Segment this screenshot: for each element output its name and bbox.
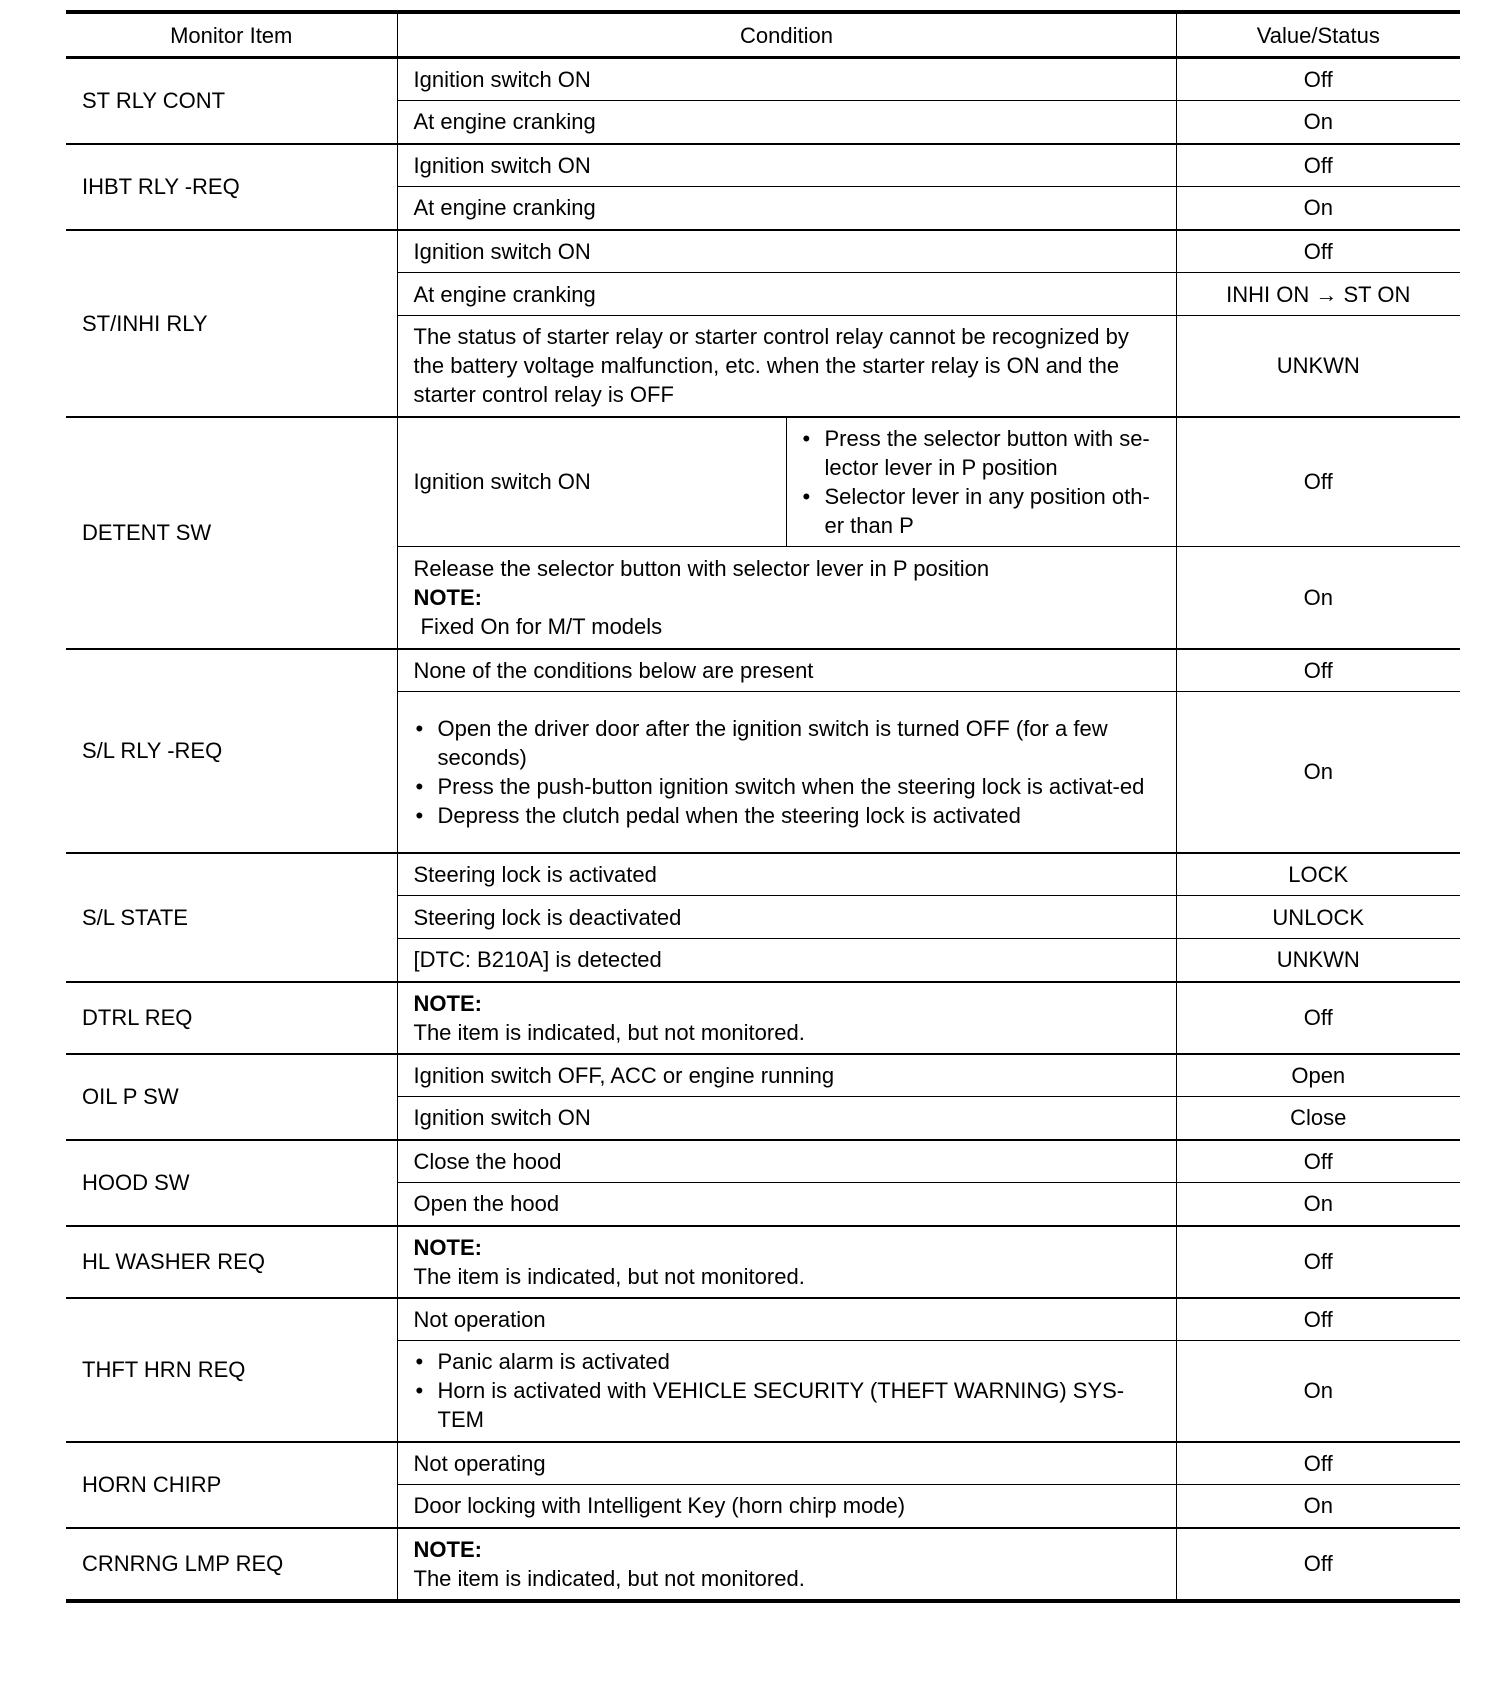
value-cell: Off [1176, 1528, 1460, 1601]
condition-cell: Ignition switch ON [397, 1097, 1176, 1140]
value-cell: On [1176, 692, 1460, 853]
monitor-item: S/L RLY -REQ [66, 649, 397, 853]
condition-cell: The status of starter relay or starter control relay cannot be recognized by the battery voltage malfunction, etc. when the starter relay is ON and the starter control relay is OFF [397, 316, 1176, 417]
table-header-row [66, 12, 1460, 58]
monitor-item: S/L STATE [66, 853, 397, 982]
monitor-item: HOOD SW [66, 1140, 397, 1226]
note-label: NOTE: [413, 1536, 482, 1562]
list-item: • Open the driver door after the ignition switch is turned OFF (for a few seconds) [414, 714, 1160, 772]
table-row [66, 1442, 1460, 1485]
value-cell: On [1176, 1183, 1460, 1226]
list-item: • Depress the clutch pedal when the steering lock is activated [414, 801, 1160, 830]
monitor-item: ST/INHI RLY [66, 230, 397, 417]
list-item: • Horn is activated with VEHICLE SECURITY (THEFT WARNING) SYS-TEM [414, 1376, 1160, 1434]
condition-cell: Not operation [397, 1298, 1176, 1341]
header-value-status: Value/Status [1176, 12, 1460, 58]
table-row [66, 417, 1460, 547]
monitor-item: CRNRNG LMP REQ [66, 1528, 397, 1601]
monitor-item: HL WASHER REQ [66, 1226, 397, 1298]
monitor-item-table [66, 10, 1460, 1603]
note-label: NOTE: [413, 1234, 482, 1260]
condition-cell: Steering lock is activated [397, 853, 1176, 896]
table-row [66, 853, 1460, 896]
condition-cell: At engine cranking [397, 273, 1176, 316]
monitor-item: ST RLY CONT [66, 58, 397, 144]
value-cell: Off [1176, 417, 1460, 547]
condition-cell: Ignition switch ON [397, 230, 1176, 273]
header-condition: Condition [397, 12, 1176, 58]
table-row [66, 1140, 1460, 1183]
value-cell: On [1176, 1485, 1460, 1528]
list-item: • Panic alarm is activated [414, 1347, 1160, 1376]
condition-cell: Open the hood [397, 1183, 1176, 1226]
table-row [66, 1226, 1460, 1298]
condition-cell: At engine cranking [397, 101, 1176, 144]
table-row [66, 58, 1460, 101]
monitor-item: OIL P SW [66, 1054, 397, 1140]
note-text: The item is indicated, but not monitored. [413, 1019, 805, 1045]
condition-cell: None of the conditions below are present [397, 649, 1176, 692]
condition-cell: [DTC: B210A] is detected [397, 939, 1176, 982]
monitor-item: DTRL REQ [66, 982, 397, 1054]
value-cell: UNKWN [1176, 939, 1460, 982]
header-monitor-item: Monitor Item [66, 12, 397, 58]
table-row [66, 1298, 1460, 1341]
value-cell: Off [1176, 58, 1460, 101]
condition-cell [397, 982, 1176, 1054]
value-cell: Off [1176, 649, 1460, 692]
note-label: NOTE: [413, 584, 482, 610]
condition-list [414, 714, 1160, 830]
value-cell: Open [1176, 1054, 1460, 1097]
value-cell: On [1176, 547, 1460, 649]
condition-cell: Steering lock is deactivated [397, 896, 1176, 939]
condition-cell: At engine cranking [397, 187, 1176, 230]
condition-cell: Close the hood [397, 1140, 1176, 1183]
table-row [66, 230, 1460, 273]
value-cell: Off [1176, 1442, 1460, 1485]
table-row [66, 144, 1460, 187]
condition-text: Release the selector button with selector lever in P position [413, 555, 990, 581]
monitor-item: HORN CHIRP [66, 1442, 397, 1528]
table-row [66, 1054, 1460, 1097]
value-cell: UNKWN [1176, 316, 1460, 417]
condition-cell: Ignition switch ON [397, 144, 1176, 187]
table-row [66, 649, 1460, 692]
table-row [66, 982, 1460, 1054]
value-cell: Off [1176, 230, 1460, 273]
list-item: • Selector lever in any position oth-er than P [801, 482, 1160, 540]
monitor-item: DETENT SW [66, 417, 397, 649]
table-row [66, 1528, 1460, 1601]
value-cell: INHI ON → ST ON [1176, 273, 1460, 316]
value-cell: Off [1176, 1298, 1460, 1341]
condition-list [414, 1347, 1160, 1434]
value-cell: On [1176, 187, 1460, 230]
note-label: NOTE: [413, 990, 482, 1016]
value-cell: On [1176, 101, 1460, 144]
value-cell: LOCK [1176, 853, 1460, 896]
value-cell: Off [1176, 144, 1460, 187]
monitor-item: IHBT RLY -REQ [66, 144, 397, 230]
note-text: The item is indicated, but not monitored. [413, 1263, 805, 1289]
sub-condition-list [801, 424, 1160, 540]
value-cell: Off [1176, 1140, 1460, 1183]
condition-cell: Ignition switch ON [397, 58, 1176, 101]
value-cell: Close [1176, 1097, 1460, 1140]
condition-cell: Ignition switch OFF, ACC or engine running [397, 1054, 1176, 1097]
list-item: • Press the push-button ignition switch when the steering lock is activat-ed [414, 772, 1160, 801]
value-cell: Off [1176, 1226, 1460, 1298]
note-text: The item is indicated, but not monitored. [413, 1565, 805, 1591]
monitor-item: THFT HRN REQ [66, 1298, 397, 1442]
condition-cell: Not operating [397, 1442, 1176, 1485]
condition-cell [397, 547, 1176, 649]
condition-cell [397, 1341, 1176, 1442]
value-cell: On [1176, 1341, 1460, 1442]
list-item: • Press the selector button with se-lector lever in P position [801, 424, 1160, 482]
note-text: Fixed On for M/T models [420, 613, 663, 639]
value-cell: UNLOCK [1176, 896, 1460, 939]
sub-condition-cell [786, 417, 1176, 547]
condition-cell [397, 692, 1176, 853]
value-cell: Off [1176, 982, 1460, 1054]
condition-cell: Ignition switch ON [397, 417, 786, 547]
condition-cell [397, 1528, 1176, 1601]
condition-cell [397, 1226, 1176, 1298]
condition-cell: Door locking with Intelligent Key (horn chirp mode) [397, 1485, 1176, 1528]
